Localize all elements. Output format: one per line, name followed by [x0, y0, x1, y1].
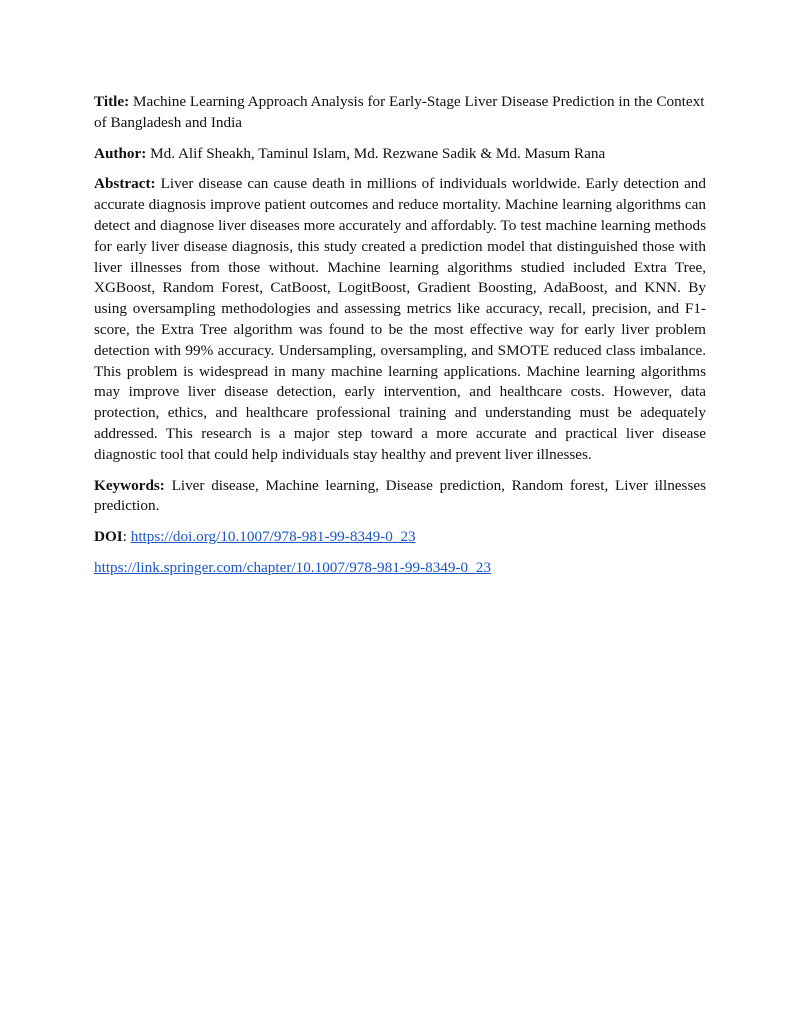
abstract-text: Liver disease can cause death in millions of individuals worldwide. Early detection and accurate diagnosis improve patient outcomes and reduce mortality. Machine learning algorithms can detect and diagnose liver diseases more accurately and affordably. To test machine learning methods for early liver disease diagnosis, this study created a prediction model that distinguished those with liver illnesses from those without. Machine learning algorithms studied included Extra Tree, XGBoost, Random Forest, CatBoost, LogitBoost, Gradient Boosting, AdaBoost, and KNN. By using oversampling methodologies and assessing metrics like accuracy, recall, precision, and F1-score, the Extra Tree algorithm was found to be the most effective way for early liver problem detection with 99% accuracy. Undersampling, oversampling, and SMOTE reduced class imbalance. This problem is widespread in many machine learning applications. Machine learning algorithms may improve liver disease detection, early intervention, and healthcare costs. However, data protection, ethics, and healthcare professional training and understanding must be adequately addressed. This research is a major step toward a more accurate and practical liver disease diagnostic tool that could help individuals stay healthy and prevent liver illnesses. — [94, 175, 706, 463]
author-paragraph — [94, 144, 706, 165]
abstract-paragraph — [94, 174, 706, 465]
springer-link-paragraph — [94, 558, 706, 579]
doi-paragraph — [94, 527, 706, 548]
doi-link[interactable]: https://doi.org/10.1007/978-981-99-8349-0_23 — [130, 528, 416, 546]
springer-link[interactable]: https://link.springer.com/chapter/10.1007/978-981-99-8349-0_23 — [94, 558, 491, 576]
doi-label: DOI — [94, 528, 123, 546]
keywords-text: Liver disease, Machine learning, Disease prediction, Random forest, Liver illnesses prediction. — [94, 476, 707, 515]
document-page — [94, 92, 706, 589]
title-paragraph — [94, 92, 706, 134]
title-label: Title: — [94, 93, 130, 110]
doi-separator: : — [122, 528, 131, 546]
abstract-label: Abstract: — [94, 175, 156, 193]
author-label: Author: — [94, 144, 147, 162]
keywords-paragraph — [94, 476, 706, 518]
keywords-label: Keywords: — [94, 476, 165, 494]
title-text: Machine Learning Approach Analysis for Early-Stage Liver Disease Prediction in the Context of Bangladesh and India — [94, 93, 705, 131]
author-text: Md. Alif Sheakh, Taminul Islam, Md. Rezwane Sadik & Md. Masum Rana — [150, 144, 606, 162]
